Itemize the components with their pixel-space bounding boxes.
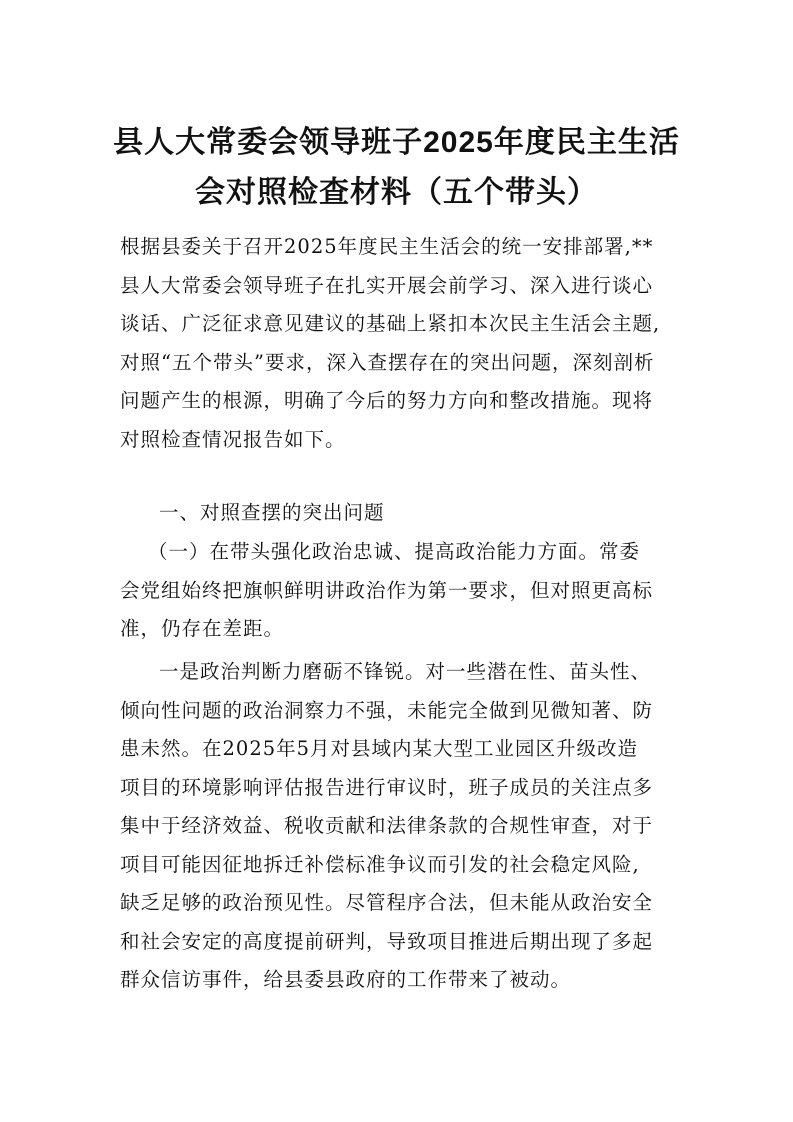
subsection-1-paragraph	[120, 533, 676, 649]
intro-line: 问题产生的根源，明确了今后的努力方向和整改措施。现将	[120, 389, 654, 412]
intro-line: 县人大常委会领导班子在扎实开展会前学习、深入进行谈心	[120, 273, 654, 297]
document-title-line-1: 县人大常委会领导班子2025年度民主生活	[113, 126, 680, 159]
point-line: 项目可能因征地拆迁补偿标准争议而引发的社会稳定风险,	[120, 852, 640, 876]
document-title-line-2: 会对照检查材料（五个带头）	[195, 176, 598, 209]
intro-line: 对照“五个带头”要求，深入查摆存在的突出问题，深刻剖析	[120, 350, 655, 374]
section-heading-text: 一、对照查摆的突出问题	[159, 501, 385, 524]
point-line: 患未然。在2025年5月对县域内某大型工业园区升级改造	[120, 737, 639, 760]
subsection-line: 准，仍存在差距。	[120, 617, 285, 640]
point-line: 和社会安定的高度提前研判，导致项目推进后期出现了多起	[120, 929, 654, 953]
intro-line: 根据县委关于召开2025年度民主生活会的统一安排部署,**	[120, 235, 654, 258]
subsection-line: 会党组始终把旗帜鲜明讲政治作为第一要求，但对照更高标	[120, 578, 654, 602]
intro-line: 谈话、广泛征求意见建议的基础上紧扣本次民主生活会主题,	[120, 312, 661, 335]
point-line: 一是政治判断力磨砺不锋锐。对一些潜在性、苗头性、	[159, 660, 652, 683]
point-line: 群众信访事件，给县委县政府的工作带来了被动。	[120, 968, 572, 991]
point-line: 缺乏足够的政治预见性。尽管程序合法，但未能从政治安全	[120, 891, 654, 914]
intro-paragraph	[120, 228, 676, 459]
point-line: 倾向性问题的政治洞察力不强，未能完全做到见微知著、防	[120, 698, 654, 722]
point-line: 集中于经济效益、税收贡献和法律条款的合规性审查，对于	[120, 814, 654, 837]
subsection-line: （一）在带头强化政治忠诚、提高政治能力方面。常委	[148, 540, 641, 563]
point-1-paragraph	[120, 653, 676, 1000]
section-heading-1	[120, 494, 676, 533]
intro-line: 对照检查情况报告如下。	[120, 427, 346, 451]
point-line: 项目的环境影响评估报告进行审议时，班子成员的关注点多	[120, 775, 654, 799]
